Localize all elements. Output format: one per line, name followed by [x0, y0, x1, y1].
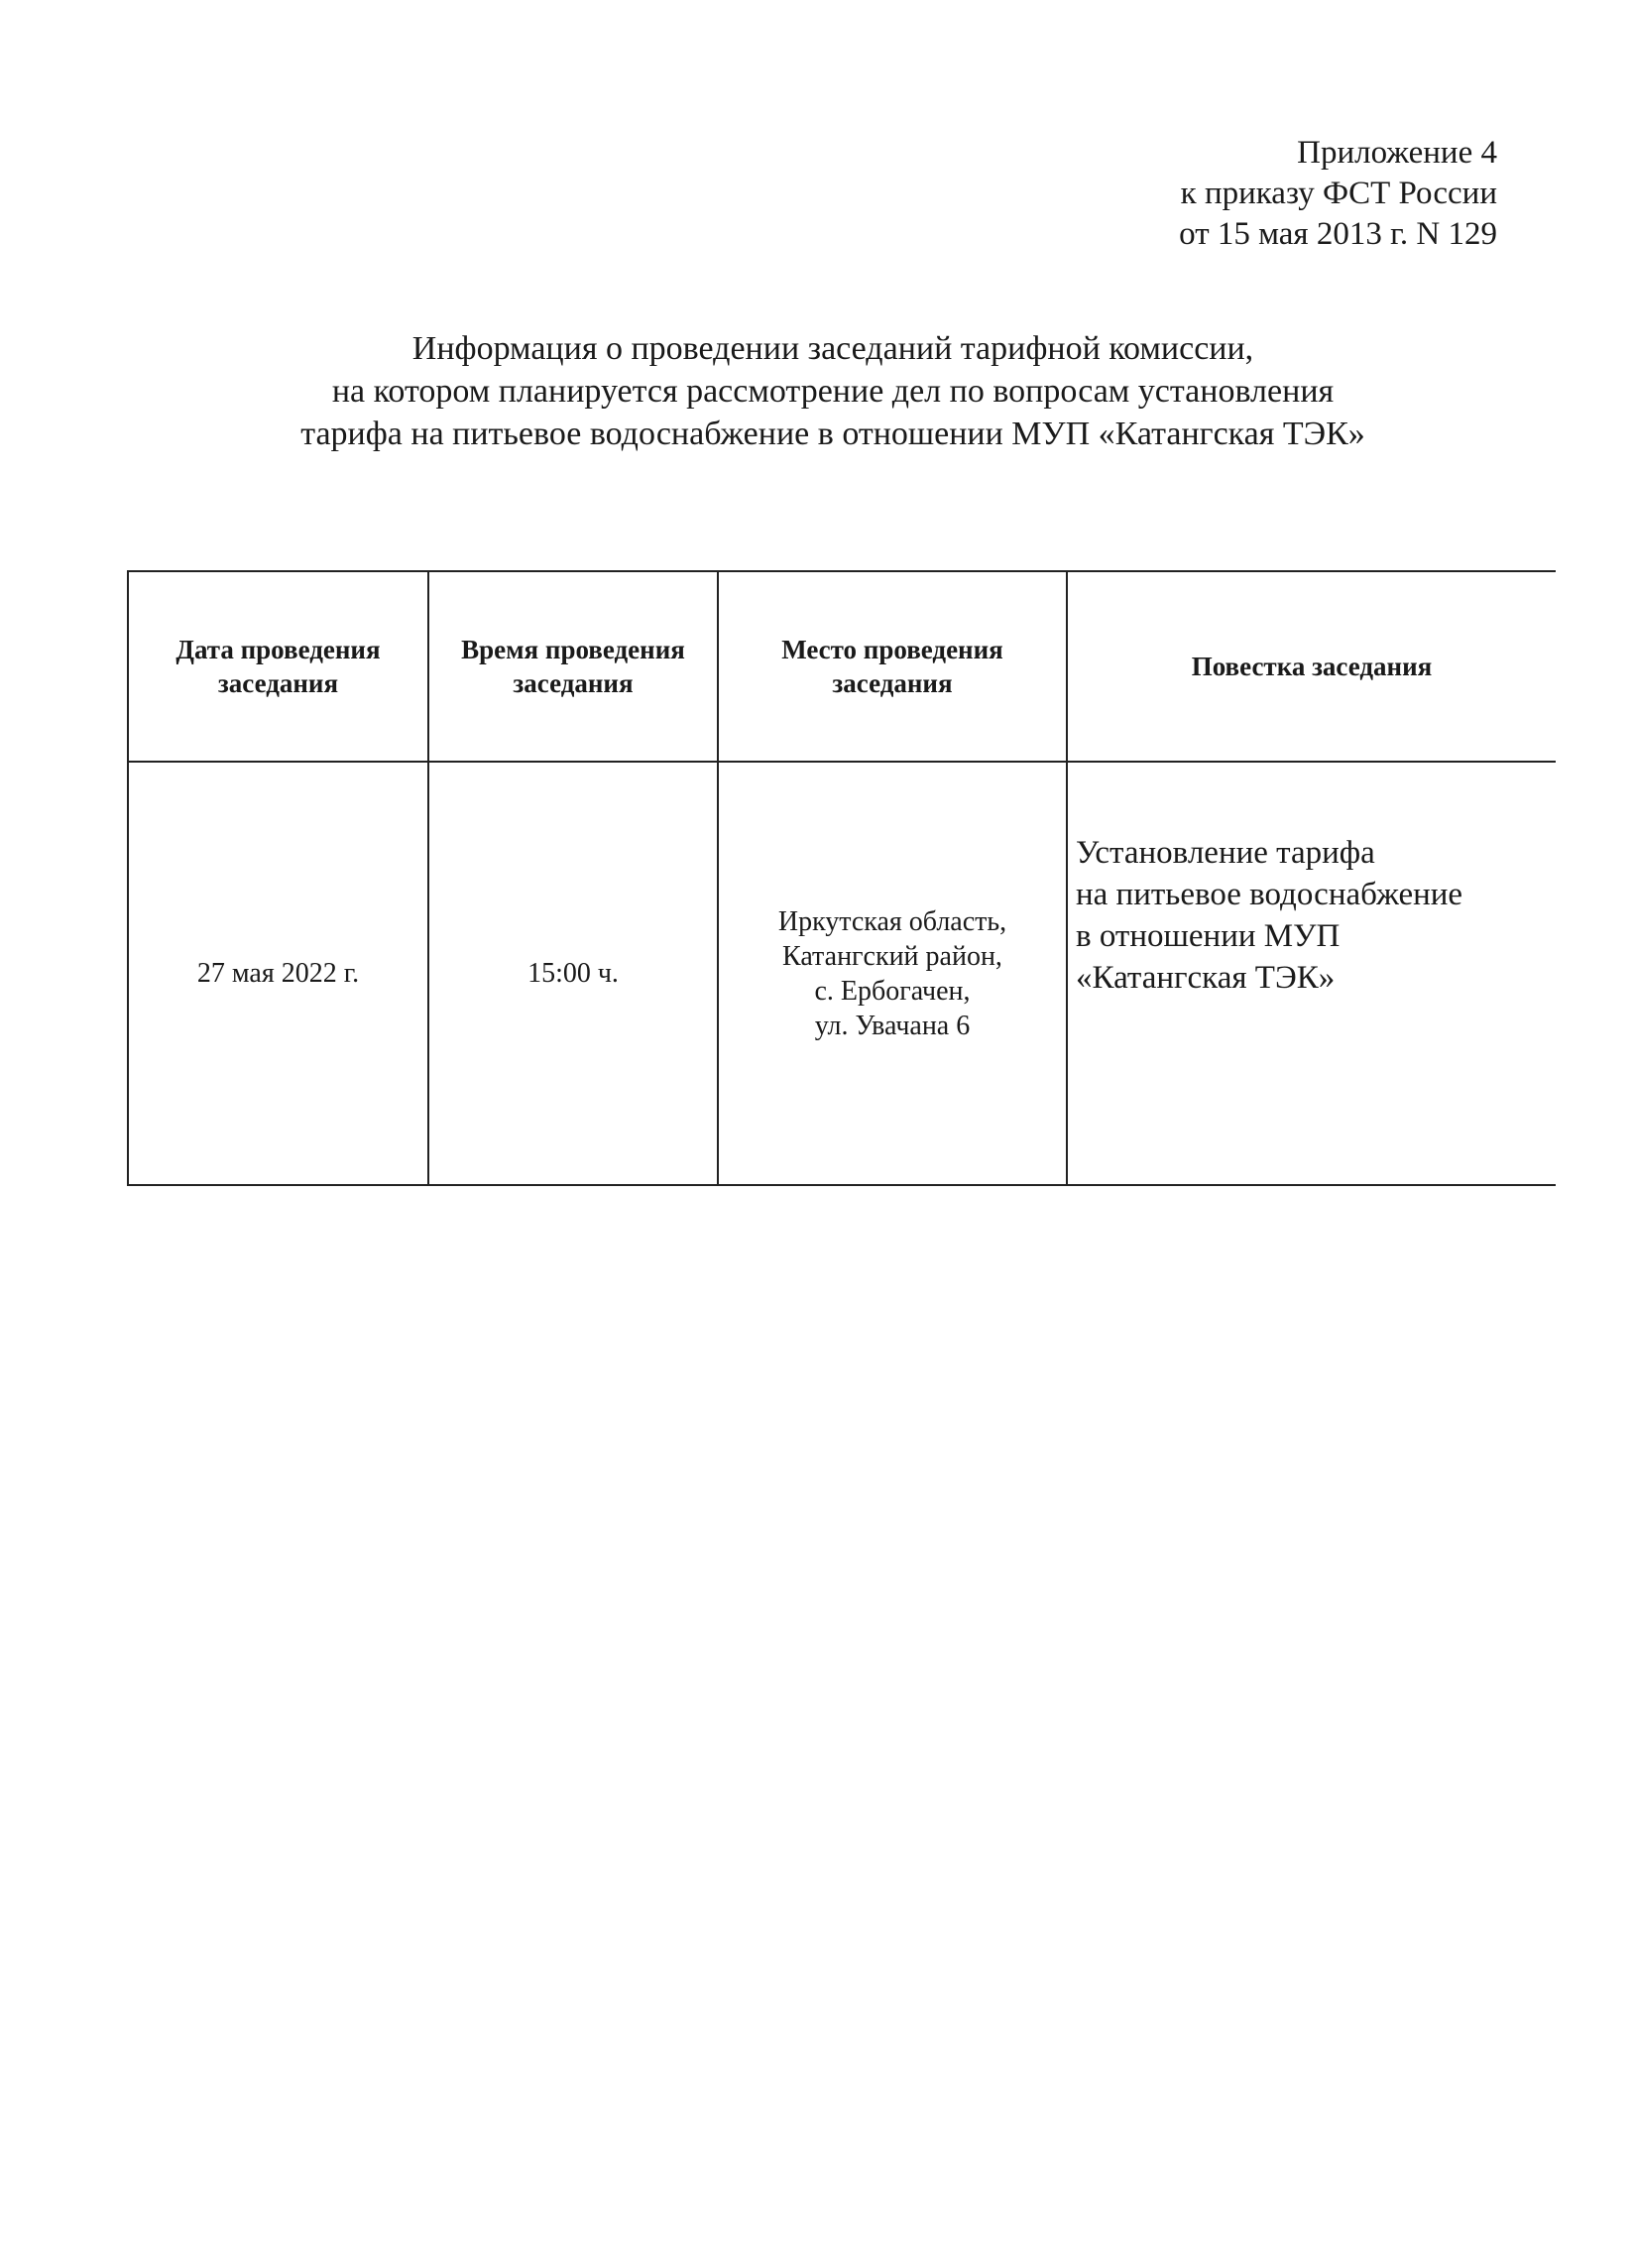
header-place: Место проведения заседания	[718, 571, 1067, 762]
header-agenda: Повестка заседания	[1067, 571, 1556, 762]
cell-date: 27 мая 2022 г.	[128, 762, 428, 1185]
appendix-date: от 15 мая 2013 г. N 129	[1179, 216, 1497, 252]
cell-time: 15:00 ч.	[428, 762, 718, 1185]
appendix-order: к приказу ФСТ России	[1180, 176, 1497, 211]
meeting-table-container	[127, 570, 1555, 1186]
cell-place: Иркутская область, Катангский район, с. Ербогачен, ул. Увачана 6	[718, 762, 1067, 1185]
title-line-1: Информация о проведении заседаний тарифной комиссии,	[411, 330, 1254, 367]
table-row	[128, 762, 1556, 1185]
cell-agenda: Установление тарифа на питьевое водоснабжение в отношении МУП «Катангская ТЭК»	[1067, 762, 1556, 1185]
title-line-2: на котором планируется рассмотрение дел по вопросам установления	[331, 373, 1335, 410]
title-line-3: тарифа на питьевое водоснабжение в отношении МУП «Катангская ТЭК»	[300, 416, 1365, 452]
header-date: Дата проведения заседания	[128, 571, 428, 762]
header-time: Время проведения заседания	[428, 571, 718, 762]
document-title	[159, 327, 1507, 455]
meeting-table	[127, 570, 1556, 1186]
appendix-number: Приложение 4	[1297, 135, 1497, 171]
appendix-reference	[1179, 133, 1497, 255]
table-header-row	[128, 571, 1556, 762]
